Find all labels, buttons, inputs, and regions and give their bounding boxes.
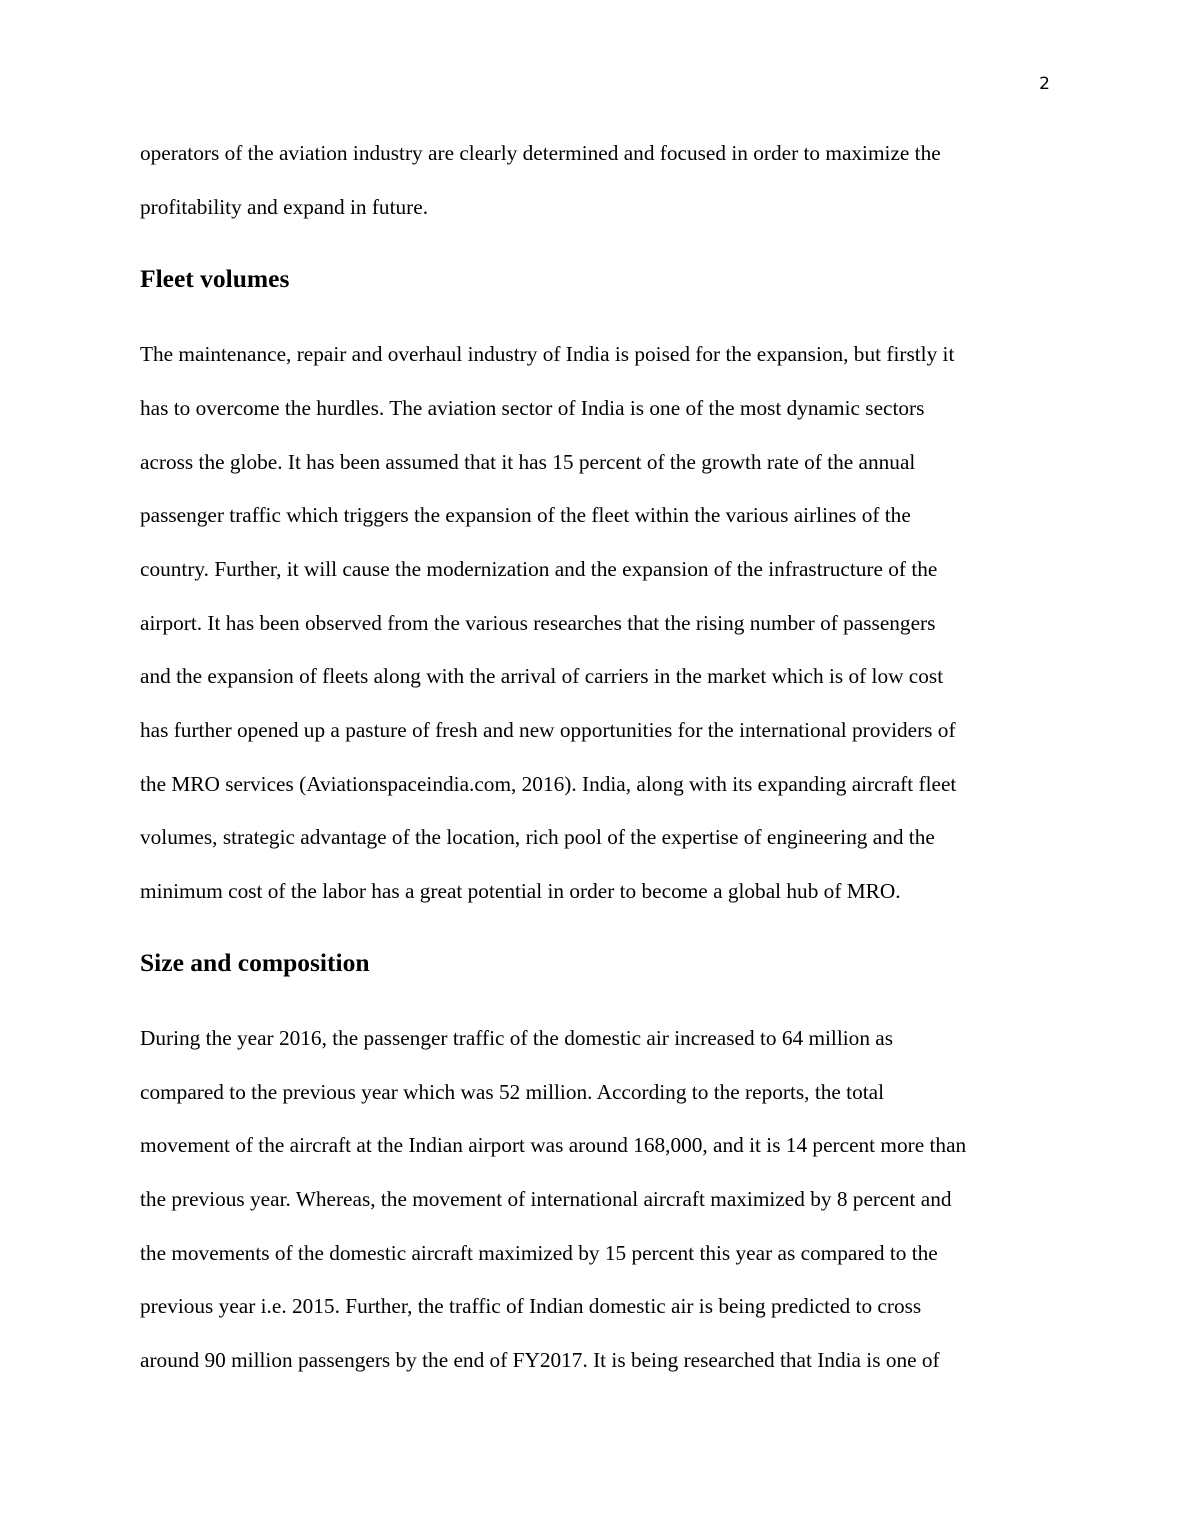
paragraph-line: minimum cost of the labor has a great potential in order to become a global hub of MRO.	[140, 879, 901, 903]
paragraph-line: the previous year. Whereas, the movement of international aircraft maximized by 8 percent and	[140, 1187, 952, 1211]
paragraph-line: The maintenance, repair and overhaul industry of India is poised for the expansion, but firstly it	[140, 342, 955, 366]
paragraph-line: and the expansion of fleets along with the arrival of carriers in the market which is of low cost	[140, 664, 944, 688]
paragraph-line: around 90 million passengers by the end of FY2017. It is being researched that India is one of	[140, 1348, 940, 1372]
intro-line: operators of the aviation industry are clearly determined and focused in order to maximize the	[140, 141, 941, 165]
paragraph-line: previous year i.e. 2015. Further, the traffic of Indian domestic air is being predicted to cross	[140, 1294, 922, 1318]
intro-line: profitability and expand in future.	[140, 195, 429, 219]
paragraph-line: During the year 2016, the passenger traffic of the domestic air increased to 64 million as	[140, 1026, 894, 1050]
paragraph-line: the MRO services (Aviationspaceindia.com, 2016). India, along with its expanding aircraft fleet	[140, 772, 957, 796]
section-heading-fleet-volumes: Fleet volumes	[140, 264, 290, 293]
section-heading-size-and-composition: Size and composition	[140, 948, 370, 977]
paragraph-line: compared to the previous year which was 52 million. According to the reports, the total	[140, 1080, 885, 1104]
paragraph-line: passenger traffic which triggers the expansion of the fleet within the various airlines of the	[140, 503, 911, 527]
paragraph-line: country. Further, it will cause the modernization and the expansion of the infrastructure of the	[140, 557, 938, 581]
paragraph-line: has to overcome the hurdles. The aviation sector of India is one of the most dynamic sectors	[140, 396, 925, 420]
paragraph-line: airport. It has been observed from the various researches that the rising number of passengers	[140, 611, 936, 635]
paragraph-line: across the globe. It has been assumed that it has 15 percent of the growth rate of the annual	[140, 450, 916, 474]
paragraph-line: the movements of the domestic aircraft maximized by 15 percent this year as compared to the	[140, 1241, 938, 1265]
page-number: 2	[1039, 74, 1050, 94]
paragraph-line: has further opened up a pasture of fresh and new opportunities for the international providers of	[140, 718, 956, 742]
paragraph-line: movement of the aircraft at the Indian airport was around 168,000, and it is 14 percent more than	[140, 1133, 967, 1157]
paragraph-line: volumes, strategic advantage of the location, rich pool of the expertise of engineering and the	[140, 825, 935, 849]
